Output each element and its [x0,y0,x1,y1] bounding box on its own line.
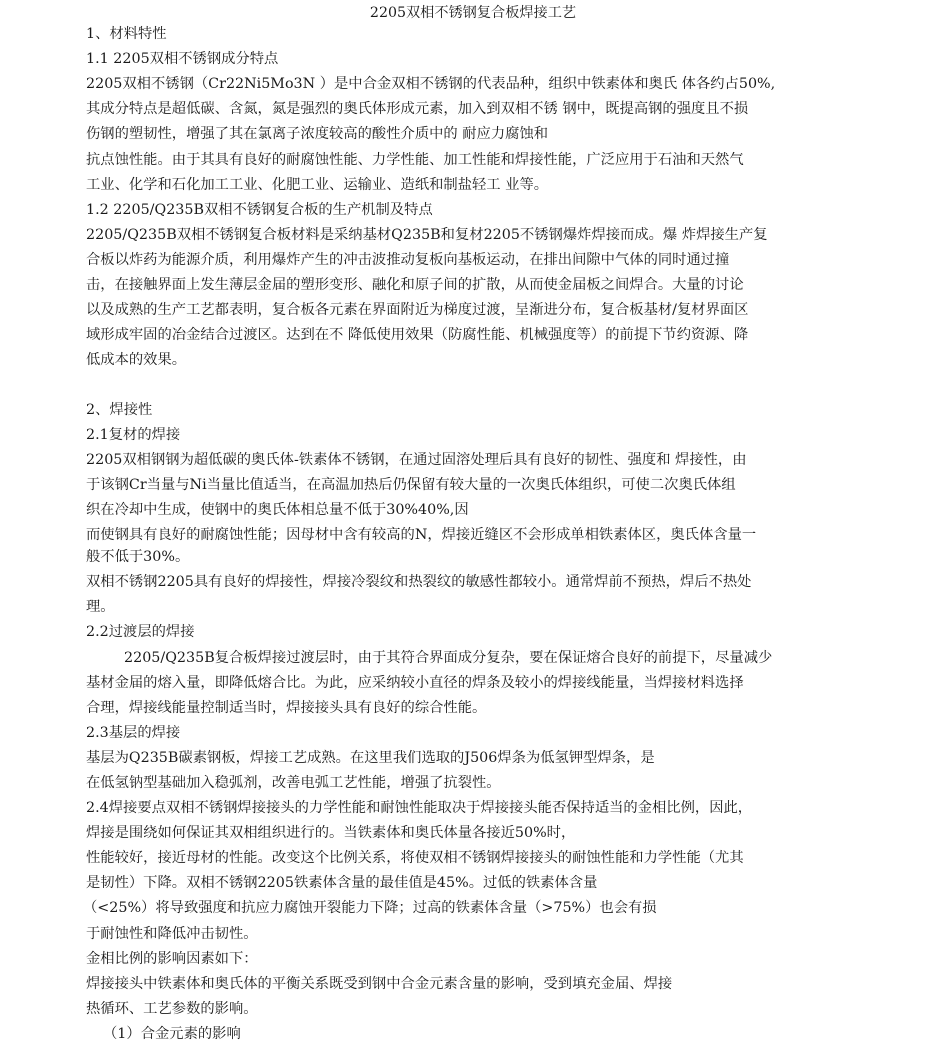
paragraph-line: 双相不锈钢2205具有良好的焊接性，焊接冷裂纹和热裂纹的敏感性都较小。通常焊前不预热，焊后不热处 [86,574,752,590]
paragraph-line: 般不低于30%。 [86,549,190,565]
paragraph-line: 而使钢具有良好的耐腐蚀性能；因母材中含有较高的N，焊接近缝区不会形成单相铁素体区，奥氏体含量一 [86,527,757,543]
paragraph-line: 抗点蚀性能。由于其具有良好的耐腐蚀性能、力学性能、加工性能和焊接性能，广泛应用于石油和天然气 [86,152,744,168]
paragraph-line: 理。 [86,599,115,615]
paragraph-line: 伤钢的塑韧性，增强了其在氯离子浓度较高的酸性介质中的 耐应力腐蚀和 [86,126,549,142]
paragraph-line: 织在冷却中生成，使钢中的奥氏体相总量不低于30%40%,因 [86,502,469,518]
section-heading: 2、焊接性 [86,402,153,418]
paragraph-line: 是韧性）下降。双相不锈钢2205铁素体含量的最佳值是45%。过低的铁素体含量 [86,875,598,891]
paragraph-line: 击，在接触界面上发生薄层金届的塑形变形、融化和原子间的扩散，从而使金届板之间焊合。大量的讨论 [86,277,744,293]
subsection-heading: 1.2 2205/Q235B双相不锈钢复合板的生产机制及特点 [86,202,433,218]
paragraph-line: 低成本的效果。 [86,352,187,368]
paragraph-line: 2205双相钢钢为超低碳的奥氏体-铁素体不锈钢，在通过固溶处理后具有良好的韧性、强度和 焊接性，由 [86,452,747,468]
paragraph-line: 2205/Q235B双相不锈钢复合板材料是采纳基材Q235B和复材2205不锈钢爆炸焊接而成。爆 炸焊接生产复 [86,227,768,243]
paragraph-line: 2205双相不锈钢（Cr22Ni5Mo3N ）是中合金双相不锈钢的代表品种，组织中铁素体和奥氏 体各约占50%, [86,76,776,92]
subsection-heading: 1.1 2205双相不锈钢成分特点 [86,51,279,67]
document-title: 2205双相不锈钢复合板焊接工艺 [369,5,577,21]
paragraph-line: 焊接接头中铁素体和奥氏体的平衡关系既受到钢中合金元素含量的影响，受到填充金届、焊接 [86,976,673,992]
paragraph-line: 焊接是围绕如何保证其双相组织进行的。当铁素体和奥氏体量各接近50%时， [86,825,576,841]
subsection-heading: 2.3基层的焊接 [86,725,181,741]
paragraph-line: 金相比例的影响因素如下： [86,951,258,967]
paragraph-line: 基层为Q235B碳素钢板，焊接工艺成熟。在这里我们选取的J506焊条为低氢钾型焊条，是 [86,750,655,766]
paragraph-line: 2205/Q235B复合板焊接过渡层时，由于其符合界面成分复杂，要在保证熔合良好的前提下，尽量减少 [124,650,773,666]
section-heading: 1、材料特性 [86,26,167,42]
paragraph-line: 于该钢Cr当量与Ni当量比值适当，在高温加热后仍保留有较大量的一次奥氏体组织，可使二次奥氏体组 [86,477,736,493]
paragraph-line: 2.4焊接要点双相不锈钢焊接接头的力学性能和耐蚀性能取决于焊接接头能否保持适当的金相比例，因此， [86,800,753,816]
paragraph-line: 热循环、工艺参数的影响。 [86,1001,258,1017]
paragraph-line: 工业、化学和石化加工工业、化肥工业、运输业、造纸和制盐轻工 业等。 [86,177,549,193]
paragraph-line: 以及成熟的生产工艺都表明，复合板各元素在界面附近为梯度过渡，呈渐进分布，复合板基材/复材界面区 [86,302,749,318]
paragraph-line: 域形成牢固的冶金结合过渡区。达到在不 降低使用效果（防腐性能、机械强度等）的前提下节约资源、降 [86,327,749,343]
subsection-heading: （1）合金元素的影响 [103,1026,241,1042]
subsection-heading: 2.2过渡层的焊接 [86,624,195,640]
paragraph-line: 在低氢钠型基础加入稳弧剂，改善电弧工艺性能，增强了抗裂性。 [86,775,501,791]
paragraph-line: 合理，焊接线能量控制适当时，焊接接头具有良好的综合性能。 [86,700,487,716]
paragraph-line: 性能较好，接近母材的性能。改变这个比例关系，将使双相不锈钢焊接接头的耐蚀性能和力学性能（尤其 [86,850,744,866]
paragraph-line: 于耐蚀性和降低冲击韧性。 [86,926,258,942]
paragraph-line: 基材金届的熔入量，即降低熔合比。为此，应采纳较小直径的焊条及较小的焊接线能量，当焊接材料选择 [86,675,744,691]
paragraph-line: 其成分特点是超低碳、含氮，氮是强烈的奥氏体形成元素，加入到双相不锈 钢中，既提高钢的强度且不损 [86,101,749,117]
paragraph-line: （<25%）将导致强度和抗应力腐蚀开裂能力下降；过高的铁素体含量（>75%）也会有损 [83,900,657,916]
paragraph-line: 合板以炸药为能源介质，利用爆炸产生的冲击波推动复板向基板运动，在排出间隙中气体的同时通过撞 [86,252,730,268]
subsection-heading: 2.1复材的焊接 [86,427,181,443]
